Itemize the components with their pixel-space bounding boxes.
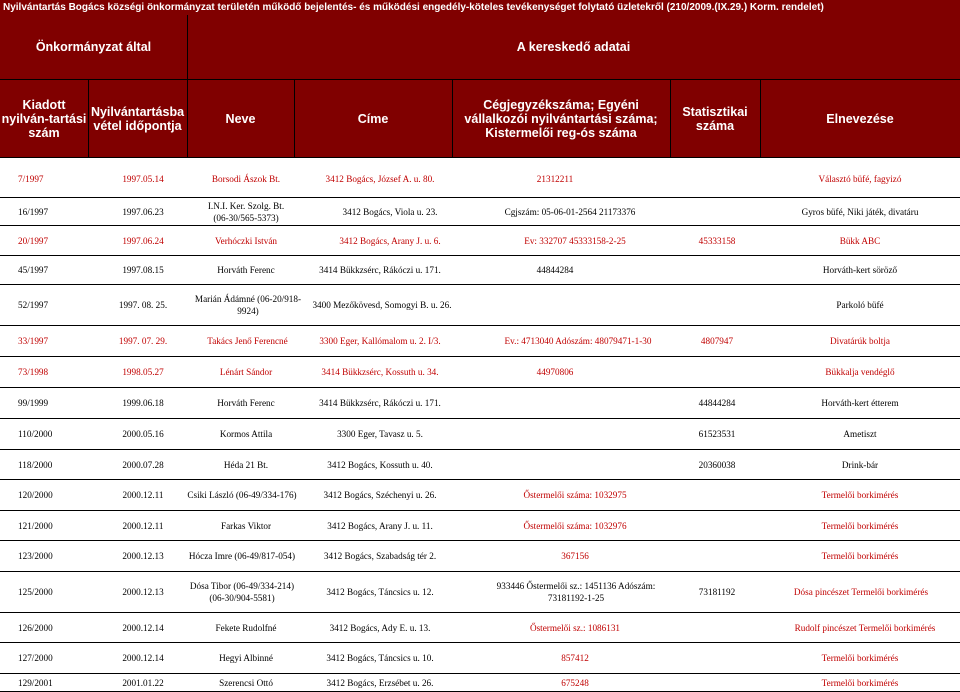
cell-address: 3300 Eger, Tavasz u. 5. xyxy=(337,429,423,439)
table-row xyxy=(0,285,960,326)
cell-statistical: 61523531 xyxy=(698,429,736,439)
cell-number: 33/1997 xyxy=(18,336,49,346)
cell-title: Ametiszt xyxy=(843,429,877,439)
cell-number: 45/1997 xyxy=(18,265,49,275)
cell-title: Horváth-kert söröző xyxy=(822,265,898,275)
cell-registration: Őstermelői sz.: 1086131 xyxy=(529,622,621,633)
col-header-name: Neve xyxy=(225,111,256,126)
table-row xyxy=(0,572,960,613)
cell-statistical: 45333158 xyxy=(698,235,736,246)
cell-address: 3414 Bükkzsérc, Kossuth u. 34. xyxy=(321,367,439,377)
cell-name: Marián Ádámné (06-20/918-9924) xyxy=(194,294,302,316)
cell-address: 3412 Bogács, Arany J. u. 11. xyxy=(327,520,433,531)
cell-name: Horváth Ferenc xyxy=(217,265,275,275)
cell-registration: 21312211 xyxy=(536,173,574,184)
cell-title: Drink-bár xyxy=(841,459,879,470)
cell-name: Verhóczki István xyxy=(215,235,277,246)
column-header-band xyxy=(0,80,960,158)
cell-number: 123/2000 xyxy=(18,551,53,561)
cell-number: 129/2001 xyxy=(18,677,53,688)
table-row xyxy=(0,357,960,388)
table-row xyxy=(0,326,960,357)
cell-name: Fekete Rudolfné xyxy=(215,622,277,633)
cell-name: Takács Jenő Ferencné xyxy=(207,336,288,346)
cell-address: 3400 Mezőkövesd, Somogyi B. u. 26. xyxy=(312,300,452,310)
cell-statistical: 44844284 xyxy=(698,398,736,408)
cell-address: 3412 Bogács, Táncsics u. 10. xyxy=(326,653,434,663)
cell-title: Parkoló büfé xyxy=(836,300,884,310)
cell-registration: 933446 Őstermelői sz.: 1451136 Adószám: 73181192-1-25 xyxy=(496,581,656,603)
col-header-number: Kiadott nyilván-tartási szám xyxy=(1,97,87,140)
table-row xyxy=(0,256,960,285)
cell-title: Bükkalja vendéglő xyxy=(825,367,895,377)
cell-name: Szerencsi Ottó xyxy=(219,677,273,688)
col-header-statistical: Statisztikai száma xyxy=(682,104,748,133)
cell-address: 3412 Bogács, Széchenyi u. 26. xyxy=(323,490,437,500)
cell-title: Rudolf pincészet Termelői borkimérés xyxy=(794,622,936,633)
cell-date: 1998.05.27 xyxy=(122,367,164,377)
cell-registration: 44970806 xyxy=(536,367,574,377)
cell-statistical: 4807947 xyxy=(700,336,734,346)
table-row xyxy=(0,226,960,256)
section-right-label: A kereskedő adatai xyxy=(516,40,631,54)
cell-number: 126/2000 xyxy=(18,622,53,633)
cell-number: 110/2000 xyxy=(18,429,53,439)
cell-address: 3412 Bogács, Ady E. u. 13. xyxy=(329,622,431,633)
cell-date: 2000.12.11 xyxy=(122,520,164,531)
section-divider xyxy=(187,15,188,80)
section-left-label: Önkormányzat által xyxy=(35,40,152,54)
cell-title: Termelői borkimérés xyxy=(821,551,899,561)
cell-title: Termelői borkimérés xyxy=(821,490,899,500)
cell-date: 1997.08.15 xyxy=(122,265,164,275)
cell-name: Kormos Attila xyxy=(219,429,273,439)
cell-number: 127/2000 xyxy=(18,653,53,663)
cell-number: 16/1997 xyxy=(18,206,49,217)
cell-name: Borsodi Ászok Bt. xyxy=(211,173,281,184)
cell-registration: Ev.: 4713040 Adószám: 48079471-1-30 xyxy=(504,336,652,346)
cell-title: Horváth-kert étterem xyxy=(821,398,899,408)
cell-title: Gyros büfé, Niki játék, divatáru xyxy=(801,206,919,217)
col-divider xyxy=(294,80,295,158)
table-row xyxy=(0,613,960,643)
col-header-title: Elnevezése xyxy=(826,111,894,126)
cell-date: 2000.07.28 xyxy=(122,459,164,470)
cell-date: 1997.06.23 xyxy=(122,206,164,217)
table-row xyxy=(0,419,960,450)
cell-name: Farkas Viktor xyxy=(220,520,272,531)
cell-registration: 675248 xyxy=(561,677,589,688)
cell-registration: Őstermelői száma: 1032975 xyxy=(523,490,627,500)
table-row xyxy=(0,643,960,674)
col-header-registration: Cégjegyzékszáma; Egyéni vállalkozói nyilvántartási száma; Kistermelői reg-ós száma xyxy=(464,97,658,140)
cell-number: 118/2000 xyxy=(18,459,53,470)
cell-registration: 367156 xyxy=(561,551,589,561)
cell-name: Hegyi Albinné xyxy=(219,653,273,663)
table-row xyxy=(0,160,960,198)
document-title: Nyilvántartás Bogács községi önkormányzat területén működő bejelentés- és működési engedély-köteles tevékenységet folytató üzletekről (210/2009.(IX.29.) Korm. rendelet) xyxy=(0,0,960,15)
cell-address: 3412 Bogács, Kossuth u. 40. xyxy=(327,459,433,470)
cell-name: Lénárt Sándor xyxy=(219,367,273,377)
section-header-band xyxy=(0,15,960,80)
cell-number: 120/2000 xyxy=(18,490,53,500)
col-divider xyxy=(88,80,89,158)
cell-number: 125/2000 xyxy=(18,587,53,597)
table-row xyxy=(0,674,960,692)
cell-title: Termelői borkimérés xyxy=(821,653,899,663)
cell-date: 1997. 07. 29. xyxy=(118,336,168,346)
col-divider xyxy=(670,80,671,158)
cell-number: 121/2000 xyxy=(18,520,53,531)
cell-registration: 857412 xyxy=(561,653,589,663)
col-divider xyxy=(452,80,453,158)
cell-date: 2001.01.22 xyxy=(122,677,164,688)
cell-address: 3414 Bükkzsérc, Rákóczi u. 171. xyxy=(319,265,441,275)
table-row xyxy=(0,198,960,226)
table-row xyxy=(0,511,960,541)
cell-title: Választó büfé, fagyizó xyxy=(818,173,902,184)
cell-date: 2000.12.13 xyxy=(122,587,164,597)
cell-date: 1997. 08. 25. xyxy=(118,300,168,310)
cell-address: 3414 Bükkzsérc, Rákóczi u. 171. xyxy=(319,398,441,408)
cell-number: 99/1999 xyxy=(18,398,49,408)
cell-address: 3412 Bogács, Táncsics u. 12. xyxy=(326,587,434,597)
cell-address: 3412 Bogács, Arany J. u. 6. xyxy=(339,235,441,246)
cell-registration: Ev: 332707 45333158-2-25 xyxy=(524,235,626,246)
cell-name: Dósa Tibor (06-49/334-214) (06-30/904-5581) xyxy=(189,581,295,603)
cell-name: Héda 21 Bt. xyxy=(223,459,269,470)
table-row xyxy=(0,388,960,419)
cell-address: 3412 Bogács, Szabadság tér 2. xyxy=(323,551,437,561)
table-row xyxy=(0,480,960,511)
cell-title: Termelői borkimérés xyxy=(821,677,899,688)
cell-date: 2000.12.14 xyxy=(122,653,164,663)
col-divider xyxy=(187,80,188,158)
cell-address: 3412 Bogács, Erzsébet u. 26. xyxy=(326,677,434,688)
cell-statistical: 20360038 xyxy=(698,459,736,470)
table-row xyxy=(0,450,960,480)
cell-title: Dósa pincészet Termelői borkimérés xyxy=(793,587,929,597)
cell-date: 1997.06.24 xyxy=(122,235,164,246)
cell-date: 1997.05.14 xyxy=(122,173,164,184)
cell-title: Divatárúk boltja xyxy=(830,336,890,346)
cell-title: Termelői borkimérés xyxy=(821,520,899,531)
col-header-date: Nyilvántartásba vétel időpontja xyxy=(90,104,185,133)
cell-address: 3412 Bogács, József A. u. 80. xyxy=(325,173,435,184)
cell-date: 2000.12.11 xyxy=(122,490,164,500)
cell-date: 2000.12.14 xyxy=(122,622,164,633)
cell-number: 73/1998 xyxy=(18,367,49,377)
cell-address: 3300 Eger, Kallómalom u. 2. I/3. xyxy=(319,336,441,346)
col-header-address: Címe xyxy=(357,111,389,126)
cell-number: 20/1997 xyxy=(18,235,49,246)
cell-name: Hócza Imre (06-49/817-054) xyxy=(188,551,296,561)
cell-title: Bükk ABC xyxy=(839,235,881,246)
cell-number: 52/1997 xyxy=(18,300,49,310)
cell-date: 1999.06.18 xyxy=(122,398,164,408)
cell-name: Csiki László (06-49/334-176) xyxy=(187,490,297,500)
cell-registration: 44844284 xyxy=(536,265,574,275)
cell-number: 7/1997 xyxy=(18,173,44,184)
cell-date: 2000.05.16 xyxy=(122,429,164,439)
cell-name: I.N.I. Ker. Szolg. Bt. (06-30/565-5373) xyxy=(207,200,285,223)
col-divider xyxy=(760,80,761,158)
cell-registration: Őstermelői száma: 1032976 xyxy=(523,520,627,531)
cell-address: 3412 Bogács, Viola u. 23. xyxy=(342,206,438,217)
cell-statistical: 73181192 xyxy=(698,587,736,597)
cell-registration: Cgjszám: 05-06-01-2564 21173376 xyxy=(504,206,636,217)
table-row xyxy=(0,541,960,572)
cell-date: 2000.12.13 xyxy=(122,551,164,561)
cell-name: Horváth Ferenc xyxy=(217,398,275,408)
